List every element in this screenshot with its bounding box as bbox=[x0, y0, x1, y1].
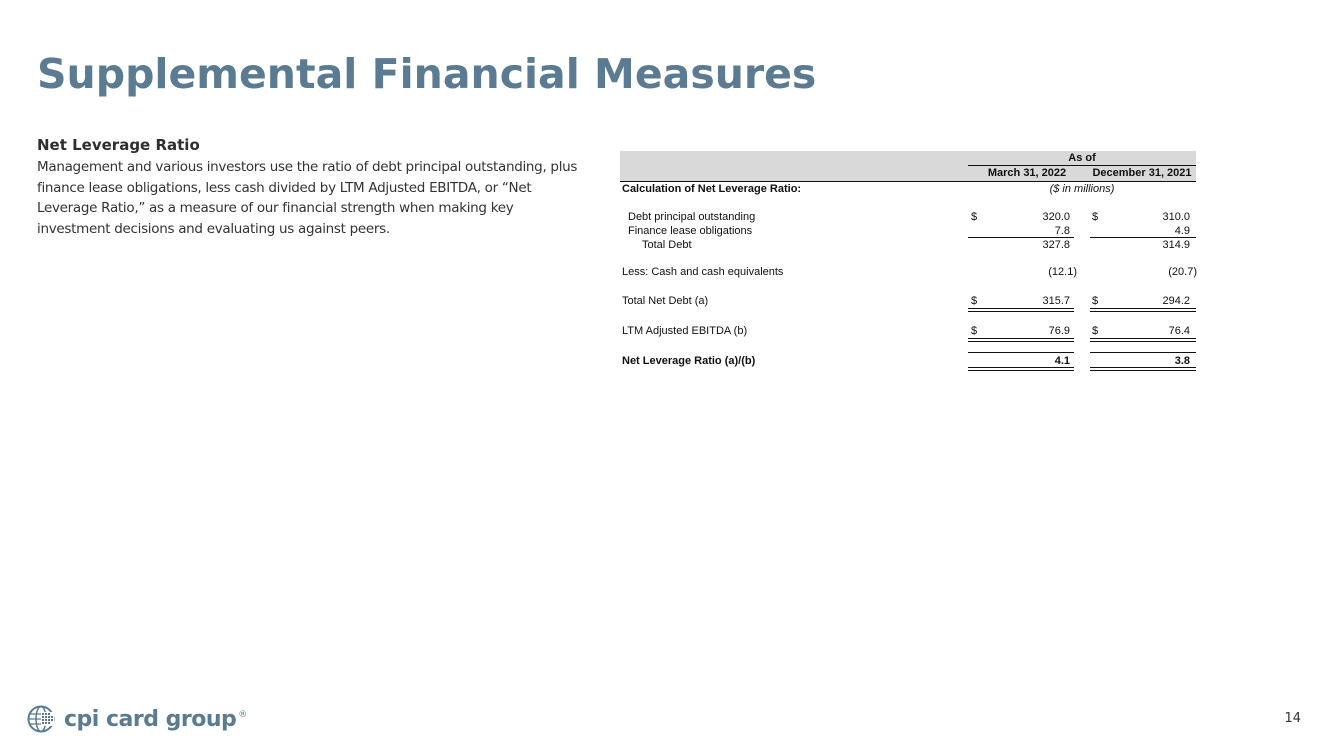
value-debt-december: 310.0 bbox=[1162, 211, 1190, 223]
value-debt-march: 320.0 bbox=[1042, 211, 1070, 223]
total-double-line bbox=[968, 338, 1074, 342]
subtotal-line bbox=[968, 237, 1074, 238]
currency-symbol: $ bbox=[1092, 325, 1099, 337]
value-lease-march: 7.8 bbox=[1054, 225, 1070, 237]
row-label-total-debt: Total Debt bbox=[642, 239, 692, 251]
total-double-line bbox=[1090, 367, 1196, 371]
column-header-march-2022: March 31, 2022 bbox=[987, 167, 1067, 179]
page-number: 14 bbox=[1284, 711, 1301, 726]
ratio-top-line bbox=[1090, 352, 1196, 353]
currency-symbol: $ bbox=[971, 295, 978, 307]
currency-symbol: $ bbox=[1092, 211, 1099, 223]
section-subheading: Net Leverage Ratio bbox=[37, 136, 200, 154]
value-lease-december: 4.9 bbox=[1174, 225, 1190, 237]
ratio-top-line bbox=[968, 352, 1074, 353]
value-cash-march: (12.1) bbox=[1048, 266, 1077, 278]
logo-wordmark: cpi card group ® bbox=[64, 706, 247, 732]
description-block bbox=[37, 136, 582, 239]
row-label-cash: Less: Cash and cash equivalents bbox=[622, 266, 784, 278]
company-logo bbox=[26, 704, 247, 734]
row-label-net-debt: Total Net Debt (a) bbox=[622, 295, 709, 307]
total-double-line bbox=[1090, 338, 1196, 342]
total-double-line bbox=[968, 308, 1074, 312]
header-divider bbox=[968, 165, 1196, 166]
subtotal-line bbox=[1090, 237, 1196, 238]
value-ratio-march: 4.1 bbox=[1054, 355, 1070, 367]
header-bottom-line bbox=[620, 181, 1196, 182]
row-label-lease: Finance lease obligations bbox=[628, 225, 753, 237]
value-ratio-december: 3.8 bbox=[1174, 355, 1190, 367]
row-label-ebitda: LTM Adjusted EBITDA (b) bbox=[622, 325, 748, 337]
currency-symbol: $ bbox=[971, 325, 978, 337]
header-as-of: As of bbox=[1068, 152, 1096, 164]
registered-mark: ® bbox=[238, 710, 247, 721]
row-label-ratio: Net Leverage Ratio (a)/(b) bbox=[622, 355, 756, 367]
value-ebitda-march: 76.9 bbox=[1048, 325, 1070, 337]
page-title: Supplemental Financial Measures bbox=[37, 50, 817, 98]
value-net-debt-december: 294.2 bbox=[1162, 295, 1190, 307]
value-cash-december: (20.7) bbox=[1168, 266, 1197, 278]
total-double-line bbox=[1090, 308, 1196, 312]
currency-symbol: $ bbox=[971, 211, 978, 223]
value-ebitda-december: 76.4 bbox=[1168, 325, 1190, 337]
globe-icon bbox=[26, 704, 56, 734]
total-double-line bbox=[968, 367, 1074, 371]
value-total-debt-march: 327.8 bbox=[1042, 239, 1070, 251]
description-text: Management and various investors use the ratio of debt principal outstanding, plus finance lease obligations, less cash divided by LTM Adjusted EBITDA, or “Net Leverage Ratio,” as a measure of our financial strength when making key investment decisions and evaluating us against peers. bbox=[37, 159, 578, 237]
units-label: ($ in millions) bbox=[1049, 183, 1115, 195]
section-label: Calculation of Net Leverage Ratio: bbox=[622, 183, 802, 195]
value-net-debt-march: 315.7 bbox=[1042, 295, 1070, 307]
row-label-debt: Debt principal outstanding bbox=[628, 211, 756, 223]
value-total-debt-december: 314.9 bbox=[1162, 239, 1190, 251]
column-header-december-2021: December 31, 2021 bbox=[1092, 167, 1192, 179]
currency-symbol: $ bbox=[1092, 295, 1099, 307]
